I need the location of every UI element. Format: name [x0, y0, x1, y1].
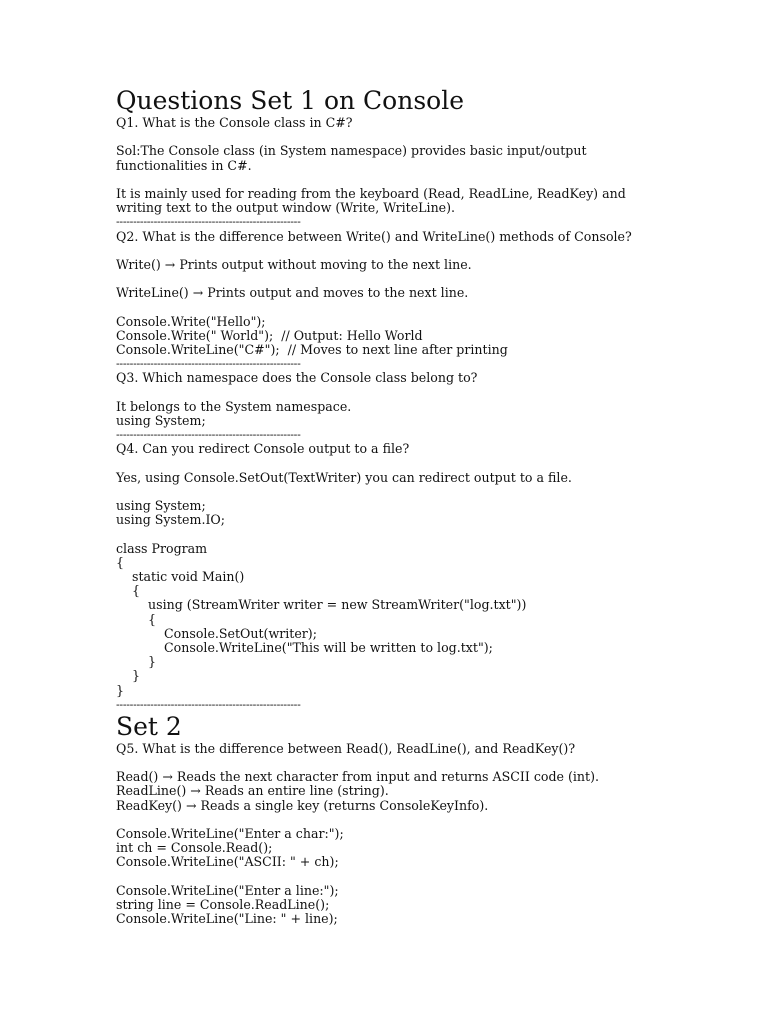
blank-line	[116, 272, 736, 286]
code-line: Console.WriteLine("Enter a line:");	[116, 882, 339, 898]
q5-desc-line: ReadLine() → Reads an entire line (string).	[116, 783, 389, 799]
code-line: {	[116, 554, 125, 570]
blank-line	[116, 485, 736, 499]
document-page	[116, 86, 736, 926]
code-line: Console.Write("Hello");	[116, 313, 266, 329]
code-line: Console.WriteLine("Enter a char:");	[116, 826, 344, 841]
page-title: Questions Set 1 on Console	[116, 86, 465, 115]
code-line: Console.WriteLine("This will be written to log.txt");	[116, 639, 493, 655]
code-line: using System.IO;	[116, 512, 225, 528]
code-line: }	[116, 654, 157, 670]
q1-detail-line: It is mainly used for reading from the keyboard (Read, ReadLine, ReadKey) and	[116, 185, 626, 201]
q4-question: Q4. Can you redirect Console output to a file?	[116, 441, 410, 457]
blank-line	[116, 300, 736, 314]
separator-line: ------------------------------------------------------	[116, 428, 301, 442]
separator-line: ------------------------------------------------------	[116, 357, 301, 371]
code-line: using System;	[116, 412, 206, 428]
q3-question: Q3. Which namespace does the Console class belong to?	[116, 370, 478, 386]
code-line: Console.Write(" World"); // Output: Hello World	[116, 327, 423, 343]
blank-line	[116, 173, 736, 187]
blank-line	[116, 244, 736, 258]
q1-detail-line: writing text to the output window (Write, WriteLine).	[116, 200, 456, 216]
code-line: string line = Console.ReadLine();	[116, 896, 330, 912]
blank-line	[116, 386, 736, 400]
code-line: int ch = Console.Read();	[116, 840, 273, 856]
q1-answer-line: functionalities in C#.	[116, 157, 252, 173]
q2-write-desc: Write() → Prints output without moving to the next line.	[116, 256, 472, 272]
code-line: {	[116, 611, 157, 627]
q3-answer: It belongs to the System namespace.	[116, 398, 352, 414]
code-line: }	[116, 668, 141, 684]
q5-question: Q5. What is the difference between Read(), ReadLine(), and ReadKey()?	[116, 740, 576, 756]
section-title-set-2: Set 2	[116, 711, 182, 741]
blank-line	[116, 527, 736, 541]
blank-line	[116, 457, 736, 471]
code-line: Console.WriteLine("ASCII: " + ch);	[116, 854, 339, 870]
blank-line	[116, 130, 736, 144]
code-line: {	[116, 583, 141, 599]
code-line: Console.WriteLine("Line: " + line);	[116, 911, 338, 927]
separator-line: ------------------------------------------------------	[116, 215, 301, 229]
q1-question: Q1. What is the Console class in C#?	[116, 115, 353, 130]
blank-line	[116, 813, 736, 827]
q5-desc-line: ReadKey() → Reads a single key (returns ConsoleKeyInfo).	[116, 797, 489, 813]
code-line: class Program	[116, 540, 208, 556]
code-line: Console.WriteLine("C#"); // Moves to next line after printing	[116, 342, 508, 357]
q1-answer-line: Sol:The Console class (in System namespace) provides basic input/output	[116, 143, 587, 159]
blank-line	[116, 756, 736, 770]
code-line: }	[116, 682, 125, 698]
code-line: static void Main()	[116, 569, 245, 584]
code-line: using System;	[116, 498, 206, 514]
code-line: Console.SetOut(writer);	[116, 625, 317, 641]
blank-line	[116, 870, 736, 884]
q4-answer: Yes, using Console.SetOut(TextWriter) you can redirect output to a file.	[116, 469, 572, 485]
q5-desc-line: Read() → Reads the next character from input and returns ASCII code (int).	[116, 769, 600, 785]
q2-question: Q2. What is the difference between Write() and WriteLine() methods of Console?	[116, 228, 632, 244]
separator-line: ------------------------------------------------------	[116, 697, 301, 711]
code-line: using (StreamWriter writer = new StreamWriter("log.txt"))	[116, 597, 527, 613]
q2-writeline-desc: WriteLine() → Prints output and moves to the next line.	[116, 285, 469, 301]
